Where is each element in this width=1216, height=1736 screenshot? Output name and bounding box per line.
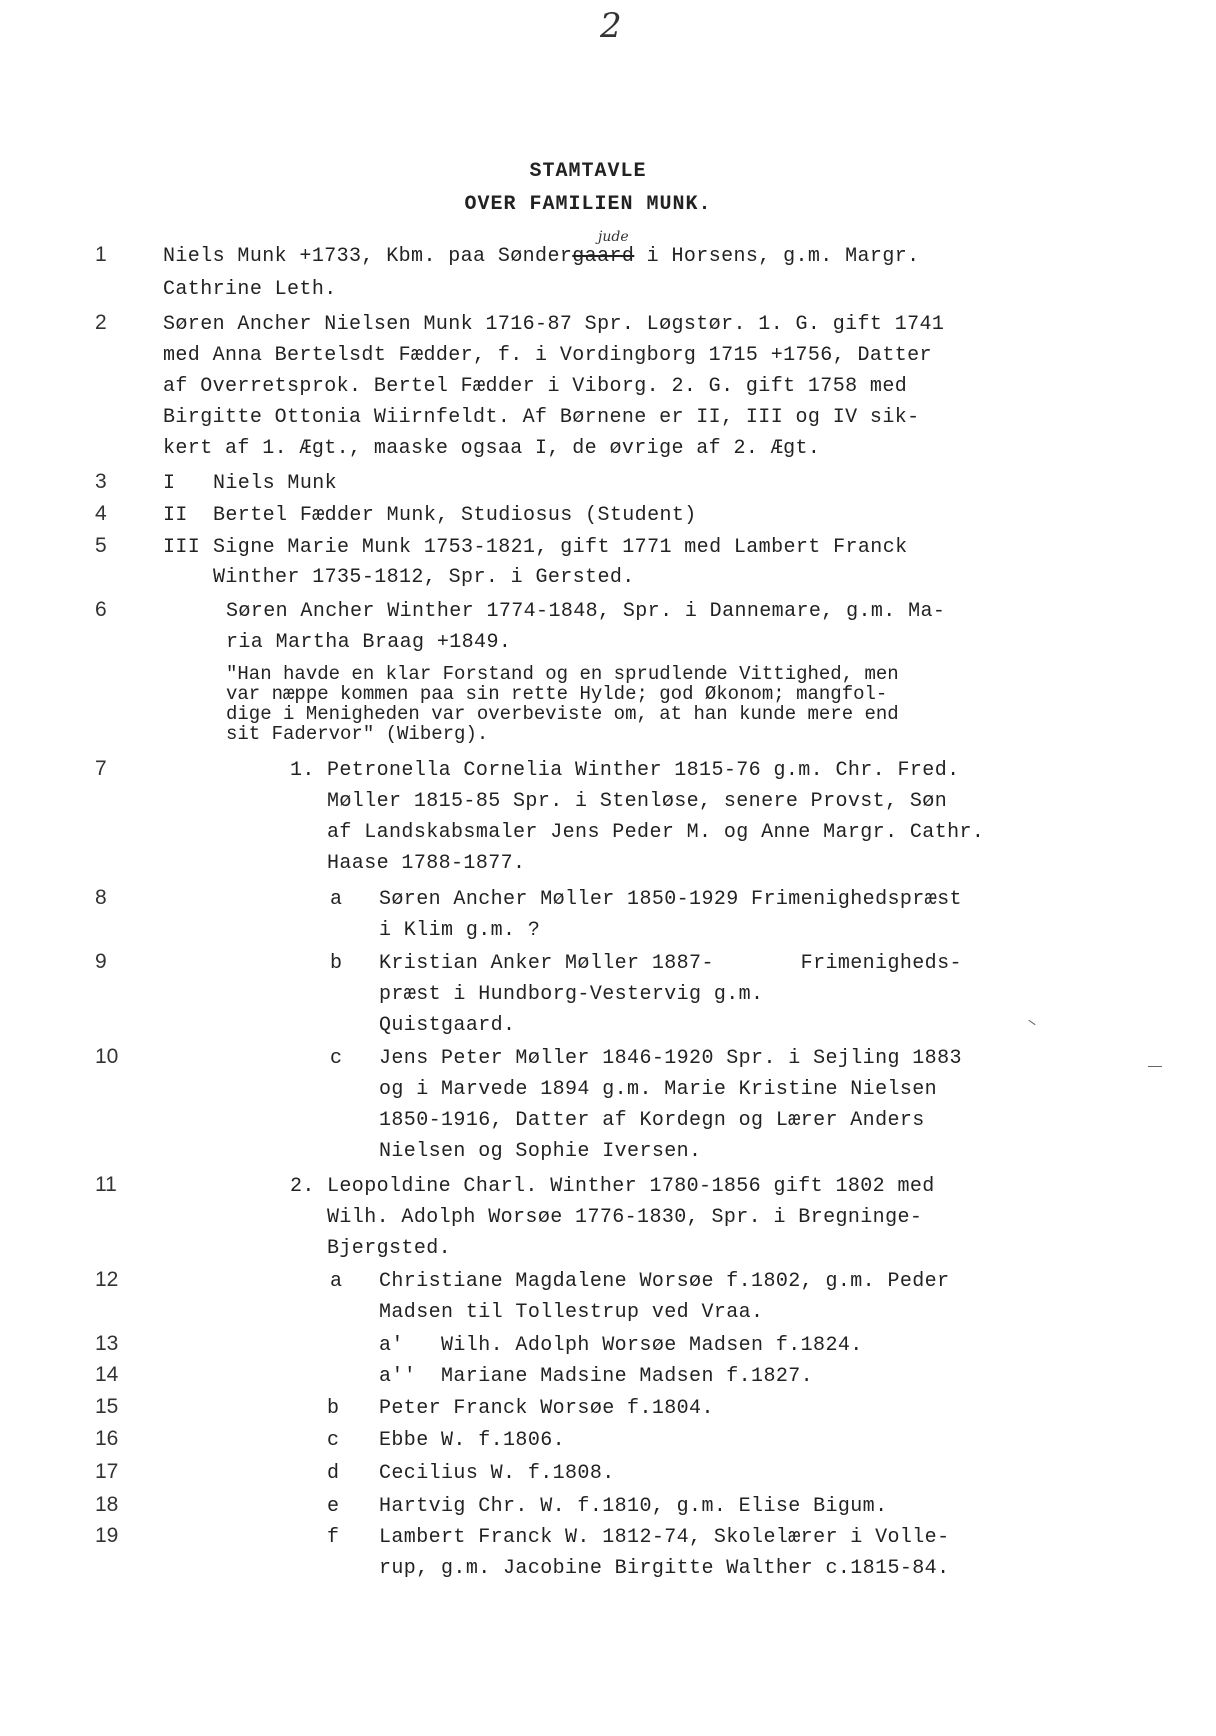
entry-text: og i Marvede 1894 g.m. Marie Kristine Nielsen xyxy=(379,1078,938,1101)
entry-text: Kristian Anker Møller 1887- Frimenigheds- xyxy=(379,952,962,975)
entry-text: Mariane Madsine Madsen f.1827. xyxy=(441,1365,814,1388)
entry-text: 1850-1916, Datter af Kordegn og Lærer Anders xyxy=(379,1109,925,1132)
entry-text: Haase 1788-1877. xyxy=(327,852,526,875)
entry-number: 15 xyxy=(95,1395,119,1418)
entry-number: 14 xyxy=(95,1363,119,1386)
entry-label: c xyxy=(327,1429,340,1452)
quote-text: dige i Menigheden var overbeviste om, at han kunde mere end xyxy=(226,703,899,725)
entry-text: af Landskabsmaler Jens Peder M. og Anne Margr. Cathr. xyxy=(327,821,985,844)
entry-label: b xyxy=(327,1397,340,1420)
entry-number: 18 xyxy=(95,1493,119,1516)
handwritten-correction: jude xyxy=(598,229,629,245)
entry-number: 1 xyxy=(95,243,107,266)
stray-mark xyxy=(1028,1020,1035,1025)
entry-text: Søren Ancher Møller 1850-1929 Frimenighedspræst xyxy=(379,888,962,911)
entry-text: Winther 1735-1812, Spr. i Gersted. xyxy=(213,566,635,589)
entry-label: 1. xyxy=(290,759,315,782)
entry-number: 16 xyxy=(95,1427,119,1450)
entry-label: a' xyxy=(379,1334,404,1357)
entry-text: Jens Peter Møller 1846-1920 Spr. i Sejling 1883 xyxy=(379,1047,962,1070)
entry-text: Christiane Magdalene Worsøe f.1802, g.m. Peder xyxy=(379,1270,950,1293)
quote-text: sit Fadervor" (Wiberg). xyxy=(226,723,489,745)
entry-text: Bertel Fædder Munk, Studiosus (Student) xyxy=(213,504,697,527)
stray-mark xyxy=(1148,1066,1162,1067)
entry-number: 5 xyxy=(95,534,107,557)
entry-number: 2 xyxy=(95,311,107,334)
entry-label: f xyxy=(327,1526,340,1549)
entry-text: Ebbe W. f.1806. xyxy=(379,1429,566,1452)
entry-text: Petronella Cornelia Winther 1815-76 g.m. Chr. Fred. xyxy=(327,759,960,782)
entry-text: Søren Ancher Nielsen Munk 1716-87 Spr. Løgstør. 1. G. gift 1741 xyxy=(163,313,945,336)
entry-number: 12 xyxy=(95,1268,119,1291)
entry-number: 6 xyxy=(95,598,107,621)
entry-text: Lambert Franck W. 1812-74, Skolelærer i Volle- xyxy=(379,1526,950,1549)
entry-number: 8 xyxy=(95,886,107,909)
document-title: STAMTAVLE xyxy=(529,160,647,183)
entry-label: a xyxy=(330,1270,343,1293)
entry-text: ria Martha Braag +1849. xyxy=(226,631,512,654)
entry-label: a xyxy=(330,888,343,911)
entry-text: af Overretsprok. Bertel Fædder i Viborg. 2. G. gift 1758 med xyxy=(163,375,908,398)
entry-label: a'' xyxy=(379,1365,417,1388)
entry-text: Cathrine Leth. xyxy=(163,278,337,301)
entry-number: 17 xyxy=(95,1460,119,1483)
entry-text: præst i Hundborg-Vestervig g.m. xyxy=(379,983,764,1006)
entry-text: i Klim g.m. ? xyxy=(379,919,541,942)
struck-word: gaard xyxy=(572,245,635,268)
page-number: 2 xyxy=(600,6,622,46)
entry-label: b xyxy=(330,952,343,975)
entry-text: kert af 1. Ægt., maaske ogsaa I, de øvrige af 2. Ægt. xyxy=(163,437,821,460)
entry-text: Peter Franck Worsøe f.1804. xyxy=(379,1397,714,1420)
entry-number: 7 xyxy=(95,757,107,780)
entry-number: 13 xyxy=(95,1332,119,1355)
entry-label: c xyxy=(330,1047,343,1070)
entry-text: Signe Marie Munk 1753-1821, gift 1771 med Lambert Franck xyxy=(213,536,908,559)
entry-text: Madsen til Tollestrup ved Vraa. xyxy=(379,1301,764,1324)
entry-text: Nielsen og Sophie Iversen. xyxy=(379,1140,702,1163)
entry-text: Birgitte Ottonia Wiirnfeldt. Af Børnene er II, III og IV sik- xyxy=(163,406,920,429)
entry-text: Hartvig Chr. W. f.1810, g.m. Elise Bigum. xyxy=(379,1495,888,1518)
entry-label: II xyxy=(163,504,188,527)
entry-label: I xyxy=(163,472,176,495)
entry-number: 9 xyxy=(95,950,107,973)
entry-text: Møller 1815-85 Spr. i Stenløse, senere Provst, Søn xyxy=(327,790,948,813)
entry-text: Bjergsted. xyxy=(327,1237,452,1260)
entry-text: Leopoldine Charl. Winther 1780-1856 gift 1802 med xyxy=(327,1175,935,1198)
entry-text: rup, g.m. Jacobine Birgitte Walther c.1815-84. xyxy=(379,1557,950,1580)
entry-label: 2. xyxy=(290,1175,315,1198)
entry-label: e xyxy=(327,1495,340,1518)
entry-number: 11 xyxy=(95,1173,117,1196)
entry-label: d xyxy=(327,1462,340,1485)
entry-text: Cecilius W. f.1808. xyxy=(379,1462,615,1485)
quote-text: var næppe kommen paa sin rette Hylde; god Økonom; mangfol- xyxy=(226,683,888,705)
quote-text: "Han havde en klar Forstand og en sprudlende Vittighed, men xyxy=(226,663,899,685)
entry-label: III xyxy=(163,536,201,559)
entry-number: 10 xyxy=(95,1045,119,1068)
entry-text: Søren Ancher Winther 1774-1848, Spr. i Dannemare, g.m. Ma- xyxy=(226,600,946,623)
entry-text: med Anna Bertelsdt Fædder, f. i Vordingborg 1715 +1756, Datter xyxy=(163,344,932,367)
entry-number: 19 xyxy=(95,1524,119,1547)
entry-number: 4 xyxy=(95,502,107,525)
document-subtitle: OVER FAMILIEN MUNK. xyxy=(464,193,712,216)
entry-text: Niels Munk xyxy=(213,472,338,495)
entry-text: Wilh. Adolph Worsøe 1776-1830, Spr. i Bregninge- xyxy=(327,1206,923,1229)
entry-text: Wilh. Adolph Worsøe Madsen f.1824. xyxy=(441,1334,863,1357)
entry-text: Niels Munk +1733, Kbm. paa Søndergaard i Horsens, g.m. Margr. xyxy=(163,245,920,268)
entry-text: Quistgaard. xyxy=(379,1014,516,1037)
entry-number: 3 xyxy=(95,470,107,493)
